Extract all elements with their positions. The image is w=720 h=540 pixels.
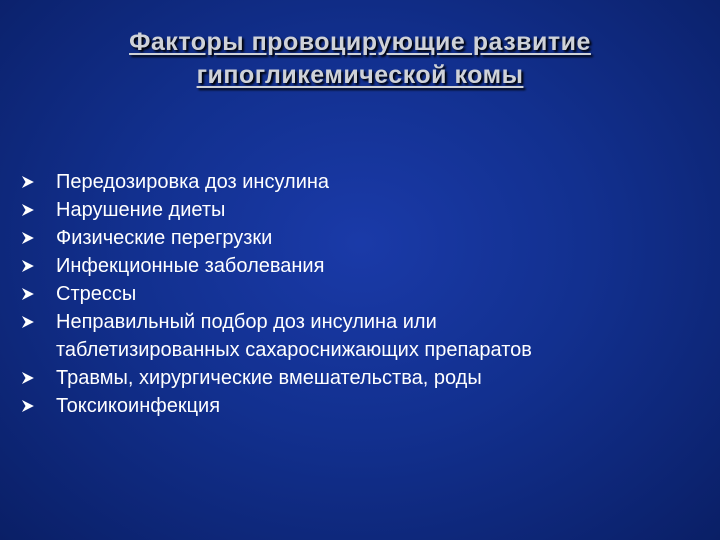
list-item-text: Физические перегрузки bbox=[56, 227, 273, 249]
arrow-bullet-icon bbox=[22, 392, 56, 420]
list-item bbox=[22, 308, 702, 364]
list-item bbox=[22, 224, 702, 252]
list-item-text: Токсикоинфекция bbox=[56, 395, 221, 417]
list-item-text: Травмы, хирургические вмешательства, роды bbox=[56, 367, 482, 389]
arrow-bullet-icon bbox=[22, 252, 56, 280]
list-item-line-2: таблетизированных сахароснижающих препаратов bbox=[56, 339, 532, 361]
title-line-2: гипогликемической комы bbox=[196, 61, 524, 89]
slide-title bbox=[40, 26, 680, 92]
list-item bbox=[22, 364, 702, 392]
list-item bbox=[22, 392, 702, 420]
list-item-text: Инфекционные заболевания bbox=[56, 255, 325, 277]
list-item bbox=[22, 252, 702, 280]
arrow-bullet-icon bbox=[22, 364, 56, 392]
arrow-bullet-icon bbox=[22, 168, 56, 196]
list-item-text bbox=[56, 308, 702, 364]
factor-list bbox=[22, 168, 702, 420]
list-item-text: Стрессы bbox=[56, 283, 137, 305]
list-item-text: Нарушение диеты bbox=[56, 199, 226, 221]
arrow-bullet-icon bbox=[22, 224, 56, 252]
list-item bbox=[22, 196, 702, 224]
list-item bbox=[22, 280, 702, 308]
title-line-1: Факторы провоцирующие развитие bbox=[129, 28, 591, 56]
arrow-bullet-icon bbox=[22, 196, 56, 224]
list-item-text: Передозировка доз инсулина bbox=[56, 171, 330, 193]
arrow-bullet-icon bbox=[22, 308, 56, 336]
arrow-bullet-icon bbox=[22, 280, 56, 308]
list-item-line-1: Неправильный подбор доз инсулина или bbox=[56, 311, 437, 333]
list-item bbox=[22, 168, 702, 196]
